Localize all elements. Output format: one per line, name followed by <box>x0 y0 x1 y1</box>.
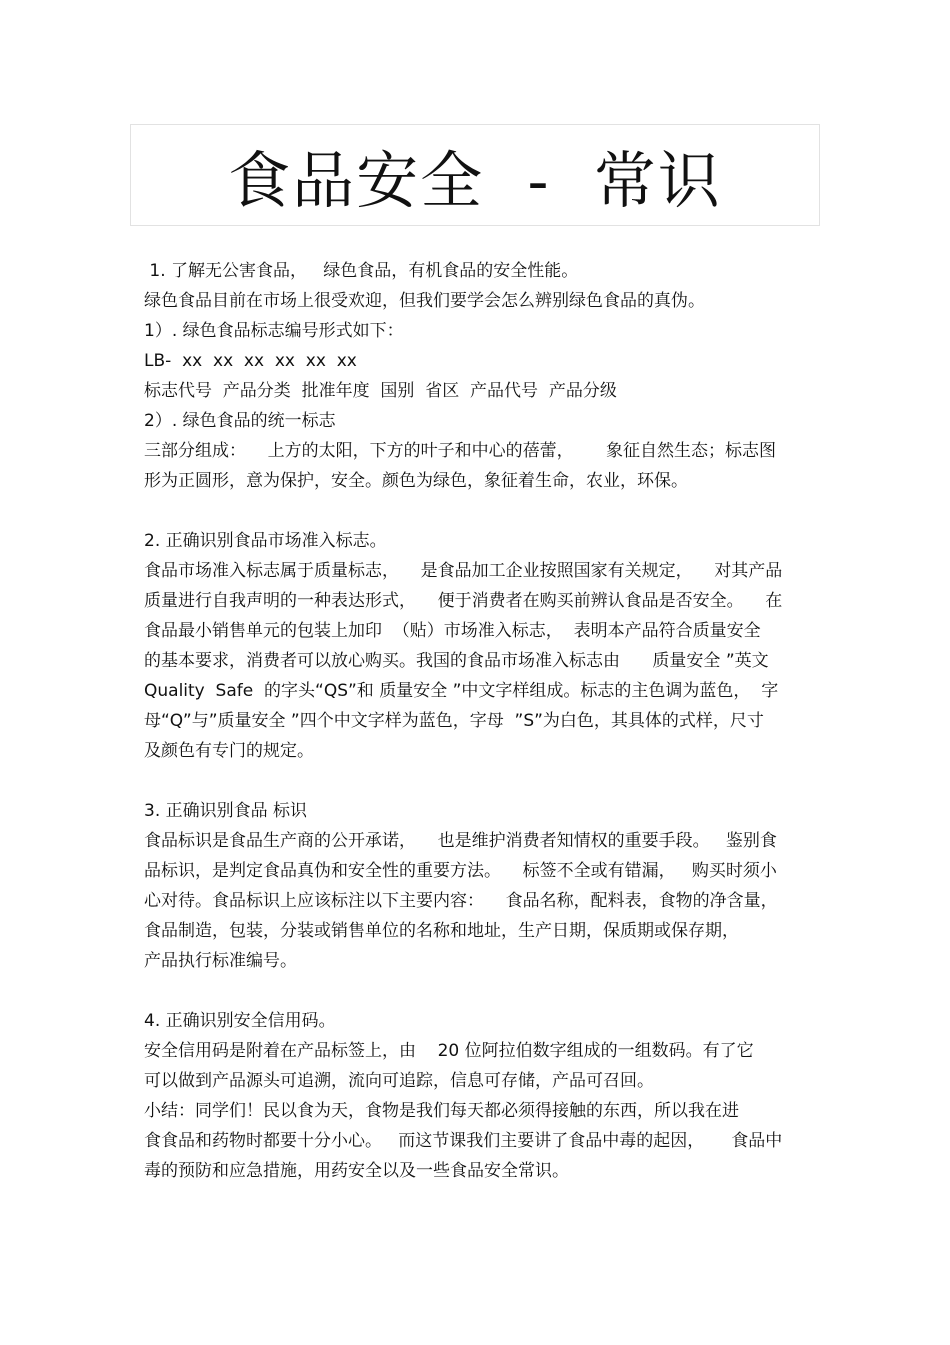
paragraph-line: 可以做到产品源头可追溯，流向可追踪，信息可存储，产品可召回。 <box>144 1071 654 1091</box>
paragraph-line: 质量进行自我声明的一种表达形式， 便于消费者在购买前辨认食品是否安全。 在 <box>144 591 783 611</box>
paragraph-line: 母“Q”与”质量安全 ”四个中文字样为蓝色，字母 ”S”为白色，其具体的式样，尺寸 <box>144 711 764 731</box>
paragraph-line: 安全信用码是附着在产品标签上，由 20 位阿拉伯数字组成的一组数码。有了它 <box>144 1041 754 1061</box>
title-box <box>130 124 820 226</box>
paragraph-line: 1）. 绿色食品标志编号形式如下： <box>144 321 404 341</box>
paragraph-line: 食品制造，包装，分装或销售单位的名称和地址，生产日期，保质期或保存期， <box>144 921 739 941</box>
paragraph-line: 食品最小销售单元的包装上加印 （贴）市场准入标志， 表明本产品符合质量安全 <box>144 621 761 641</box>
paragraph-line: 三部分组成： 上方的太阳，下方的叶子和中心的蓓蕾， 象征自然生态；标志图 <box>144 441 777 461</box>
paragraph-line: 的基本要求，消费者可以放心购买。我国的食品市场准入标志由 质量安全 ”英文 <box>144 651 769 671</box>
paragraph-line: 品标识，是判定食品真伪和安全性的重要方法。 标签不全或有错漏， 购买时须小 <box>144 861 777 881</box>
section-gap <box>144 496 814 526</box>
paragraph-line: 绿色食品目前在市场上很受欢迎，但我们要学会怎么辨别绿色食品的真伪。 <box>144 291 705 311</box>
paragraph-line: 食品标识是食品生产商的公开承诺， 也是维护消费者知情权的重要手段。 鉴别食 <box>144 831 777 851</box>
section-2 <box>144 526 814 766</box>
section-1 <box>144 256 814 496</box>
section-3 <box>144 796 814 976</box>
document-body <box>144 256 814 1186</box>
paragraph-line: 2）. 绿色食品的统一标志 <box>144 411 336 431</box>
paragraph-line: 食品市场准入标志属于质量标志， 是食品加工企业按照国家有关规定， 对其产品 <box>144 561 783 581</box>
section-gap <box>144 766 814 796</box>
summary-line: 毒的预防和应急措施，用药安全以及一些食品安全常识。 <box>144 1161 569 1181</box>
page-title: 食品安全 - 常识 <box>228 143 722 217</box>
section-2-heading: 2. 正确识别食品市场准入标志。 <box>144 531 387 551</box>
code-format-line: LB- xx xx xx xx xx xx <box>144 351 357 371</box>
section-4-heading: 4. 正确识别安全信用码。 <box>144 1011 336 1031</box>
paragraph-line: 形为正圆形，意为保护，安全。颜色为绿色，象征着生命，农业，环保。 <box>144 471 688 491</box>
summary-line: 食食品和药物时都要十分小心。 而这节课我们主要讲了食品中毒的起因， 食品中 <box>144 1131 783 1151</box>
paragraph-line: Quality Safe 的字头“QS”和 质量安全 ”中文字样组成。标志的主色调为蓝色， 字 <box>144 681 779 701</box>
section-4 <box>144 1006 814 1186</box>
summary-line: 小结：同学们！民以食为天，食物是我们每天都必须得接触的东西，所以我在进 <box>144 1101 739 1121</box>
code-legend-line: 标志代号 产品分类 批准年度 国别 省区 产品代号 产品分级 <box>144 381 617 401</box>
section-1-heading: 1. 了解无公害食品， 绿色食品，有机食品的安全性能。 <box>144 261 579 281</box>
paragraph-line: 心对待。食品标识上应该标注以下主要内容： 食品名称，配料表，食物的净含量， <box>144 891 778 911</box>
section-3-heading: 3. 正确识别食品 标识 <box>144 801 308 821</box>
paragraph-line: 产品执行标准编号。 <box>144 951 297 971</box>
section-gap <box>144 976 814 1006</box>
paragraph-line: 及颜色有专门的规定。 <box>144 741 314 761</box>
